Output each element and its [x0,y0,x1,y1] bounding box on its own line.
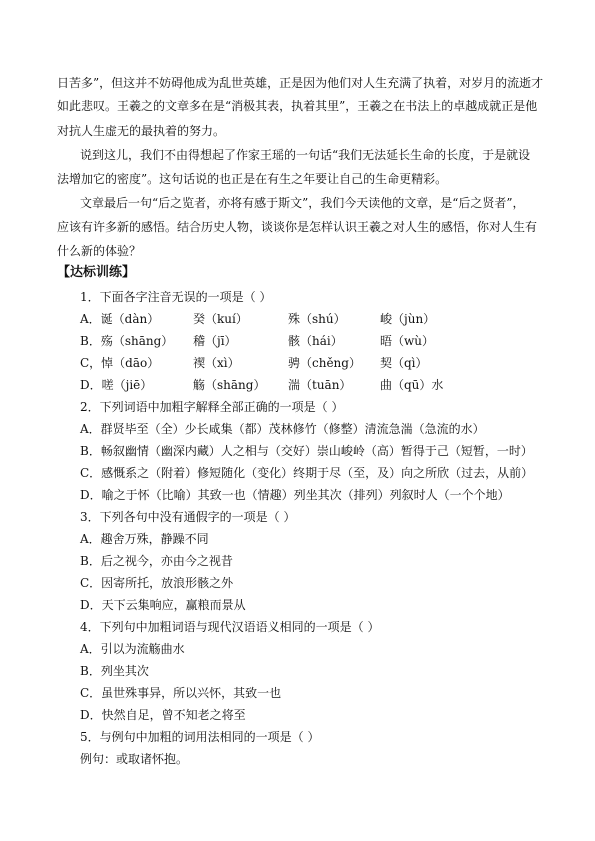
option-item: D．天下云集响应，赢粮而景从 [80,598,246,612]
body-text-line: 如此悲叹。王羲之的文章多在是“消极其表，执着其里”，王羲之在书法上的卓越成就正是他 [57,99,538,113]
option-item: B．殇（shāng） [80,334,174,348]
option-item: A．趣舍万殊，静躁不同 [80,532,209,546]
option-item: 殊（shú） [288,312,346,326]
question-stem: 2．下列词语中加粗字解释全部正确的一项是（ ） [80,400,344,414]
question-stem: 5．与例句中加粗的词用法相同的一项是（ ） [80,730,320,744]
option-item: C．虽世殊事异，所以兴怀，其致一也 [80,686,282,700]
option-item: 骋（chěng） [288,356,361,370]
option-item: 癸（kuí） [193,312,248,326]
option-item: 禊（xì） [193,356,240,370]
option-item: C．因寄所托，放浪形骸之外 [80,576,234,590]
body-text-line: 法增加它的密度”。这句话说的也正是在有生之年要让自己的生命更精彩。 [57,172,448,186]
option-item: 契（qì） [380,356,428,370]
option-item: A．诞（dàn） [80,312,160,326]
option-item: A．引以为流觞曲水 [80,642,185,656]
example-sentence: 例句：或取诸怀抱。 [80,752,189,766]
option-item: D．喻之于怀（比喻）其致一也（情趣）列坐其次（排列）列叙时人（一个个地） [80,488,510,502]
body-text-line: 应该有许多新的感悟。结合历史人物，谈谈你是怎样认识王羲之对人生的感悟，你对人生有 [57,220,538,234]
option-item: B．畅叙幽情（幽深内藏）人之相与（交好）崇山峻岭（高）暂得于己（短暂，一时） [80,444,533,458]
option-item: 晤（wù） [380,334,435,348]
question-stem: 1．下面各字注音无误的一项是（ ） [80,290,272,304]
body-text-line: 说到这儿，我们不由得想起了作家王瑶的一句话“我们无法延长生命的长度，于是就设 [80,148,531,162]
option-item: 峻（jùn） [380,312,436,326]
option-item: 骸（hái） [288,334,343,348]
option-item: C．感慨系之（附着）修短随化（变化）终期于尽（至，及）向之所欣（过去，从前） [80,466,534,480]
option-item: 稽（jī） [193,334,237,348]
option-item: A．群贤毕至（全）少长咸集（都）茂林修竹（修整）清流急湍（急流的水） [80,422,485,436]
body-text-line: 对抗人生虚无的最执着的努力。 [57,124,226,138]
body-text-line: 什么新的体验？ [57,244,142,258]
option-item: 曲（qū）水 [380,378,444,392]
option-item: 觞（shāng） [193,378,266,392]
question-stem: 3．下列各句中没有通假字的一项是（ ） [80,510,296,524]
body-text-line: 日苦多”，但这并不妨碍他成为乱世英雄，正是因为他们对人生充满了执着，对岁月的流逝才 [57,76,544,90]
option-item: D．嗟（jiē） [80,378,153,392]
option-item: D．快然自足，曾不知老之将至 [80,708,246,722]
question-stem: 4．下列句中加粗词语与现代汉语语义相同的一项是（ ） [80,620,380,634]
section-heading: 【达标训练】 [57,265,136,280]
option-item: 湍（tuān） [288,378,352,392]
option-item: C，悼（dāo） [80,356,160,370]
body-text-line: 文章最后一句“后之览者，亦将有感于斯文”，我们今天读他的文章，是“后之贤者”， [80,196,525,210]
option-item: B．后之视今，亦由今之视昔 [80,554,233,568]
option-item: B．列坐其次 [80,664,149,678]
